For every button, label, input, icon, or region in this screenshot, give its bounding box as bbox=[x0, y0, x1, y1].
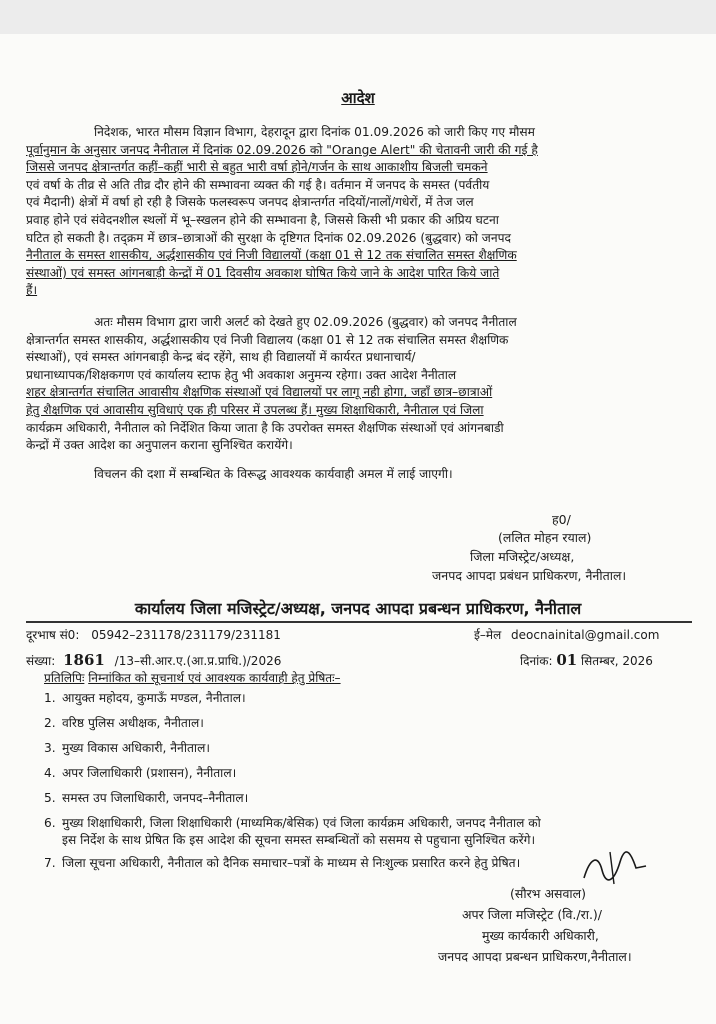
text-line: संस्थाओं) एवं समस्त आंगनबाड़ी केन्द्रों में 01 दिवसीय अवकाश घोषित किये जाने के आदेश पारित किये जाते bbox=[26, 265, 500, 280]
list-item: 6. मुख्य शिक्षाधिकारी, जिला शिक्षाधिकारी (माध्यमिक/बेसिक) एवं जिला कार्यक्रम अधिकारी, जनपद नैनीताल को इस निर्देश के साथ प्रेषित कि इस आदेश की सूचना समस्त सम्बन्धितों को ससमय से पहुचाना सुनिश्चित करेंगे। bbox=[44, 816, 541, 847]
signatory-designation: जिला मजिस्ट्रेट/अध्यक्ष, bbox=[470, 549, 575, 564]
text-line: निदेशक, भारत मौसम विज्ञान विभाग, देहरादून द्वारा दिनांक 01.09.2026 को जारी किए गए मौसम bbox=[94, 125, 535, 139]
date-label: दिनांक: bbox=[520, 654, 553, 668]
date-day: 01 bbox=[556, 651, 578, 669]
text-line: प्रवाह होने एवं संवेदनशील स्थलों में भू–स्खलन होने की सम्भावना है, जिससे किसी भी प्रकार की अप्रिय घटना bbox=[26, 212, 499, 227]
signatory2-authority: जनपद आपदा प्रबन्धन प्राधिकरण,नैनीताल। bbox=[438, 949, 632, 964]
text-line: संस्थाओं), एवं समस्त आंगनबाड़ी केन्द्र बंद रहेंगे, साथ ही विद्यालयों में कार्यरत प्रधानाचार्य/ bbox=[26, 350, 416, 365]
text-line: एवं वर्षा के तीव्र से अति तीव्र दौर होने की सम्भावना व्यक्त की गई है। वर्तमान में जनपद के समस्त (पर्वतीय bbox=[26, 177, 490, 192]
signature-mark: ह0/ bbox=[552, 512, 571, 527]
text-line: एवं मैदानी) क्षेत्रों में वर्षा हो रही है जिसके फलस्वरूप जनपद क्षेत्रान्तर्गत नदियों/नालों/गधेरों, में तेज जल bbox=[26, 195, 474, 210]
text-line: पूर्वानुमान के अनुसार जनपद नैनीताल में दिनांक 02.09.2026 को "Orange Alert" की चेतावनी जारी की गई है bbox=[26, 142, 538, 157]
top-bar bbox=[0, 0, 716, 34]
copy-heading bbox=[44, 669, 341, 686]
reference-label: संख्या: bbox=[26, 654, 56, 668]
text-line: कार्यक्रम अधिकारी, नैनीताल को निर्देशित किया जाता है कि उपरोक्त समस्त शैक्षणिक संस्थाओं एवं आंगनबाडी bbox=[26, 420, 504, 435]
phone-label: दूरभाष सं0: bbox=[26, 628, 80, 642]
date-line bbox=[520, 651, 653, 669]
header-divider bbox=[26, 621, 692, 623]
email-label: ई–मेल bbox=[474, 628, 502, 642]
list-item: 4. अपर जिलाधिकारी (प्रशासन), नैनीताल। bbox=[44, 766, 237, 780]
text-line: क्षेत्रान्तर्गत समस्त शासकीय, अर्द्धशासकीय एवं निजी विद्यालय (कक्षा 01 से 12 तक संचालित समस्त शैक्षणिक bbox=[26, 332, 509, 347]
list-item: 1. आयुक्त महोदय, कुमाऊँ मण्डल, नैनीताल। bbox=[44, 691, 246, 705]
list-item: 3. मुख्य विकास अधिकारी, नैनीताल। bbox=[44, 741, 210, 755]
phone-line bbox=[26, 626, 281, 643]
copy-list bbox=[26, 690, 694, 872]
text-line: केन्द्रों में उक्त आदेश का अनुपालन कराना सुनिश्चित करायेंगे। bbox=[26, 438, 293, 453]
office-header: कार्यालय जिला मजिस्ट्रेट/अध्यक्ष, जनपद आपदा प्रबन्धन प्राधिकरण, नैनीताल bbox=[134, 599, 582, 618]
text-line: हैं। bbox=[26, 283, 38, 298]
date-month-year: सितम्बर, 2026 bbox=[581, 654, 653, 668]
paragraph-2 bbox=[26, 314, 694, 455]
email-address[interactable]: deocnainital@gmail.com bbox=[511, 628, 660, 642]
signatory-name: (ललित मोहन रयाल) bbox=[498, 530, 592, 545]
signatory-authority: जनपद आपदा प्रबंधन प्राधिकरण, नैनीताल। bbox=[432, 568, 627, 583]
paragraph-3 bbox=[26, 466, 694, 484]
list-item: 2. वरिष्ठ पुलिस अधीक्षक, नैनीताल। bbox=[44, 716, 204, 730]
reference-line bbox=[26, 651, 281, 669]
email-line bbox=[474, 626, 659, 643]
signatory2-designation: अपर जिला मजिस्ट्रेट (वि./रा.)/ bbox=[462, 907, 603, 922]
list-item: 7. जिला सूचना अधिकारी, नैनीताल को दैनिक समाचार–पत्रों के माध्यम से निःशुल्क प्रसारित करने हेतु प्रेषित। bbox=[44, 856, 521, 870]
text-line: हेतु शैक्षणिक एवं आवासीय सुविधाएं एक ही परिसर में उपलब्ध हैं। मुख्य शिक्षाधिकारी, नैनीताल एवं जिला bbox=[26, 402, 484, 417]
signatory2-name: (सौरभ असवाल) bbox=[510, 886, 586, 901]
text-line: नैनीताल के समस्त शासकीय, अर्द्धशासकीय एवं निजी विद्यालयों (कक्षा 01 से 12 तक संचालित समस्त शैक्षणिक bbox=[26, 248, 517, 263]
text-line: शहर क्षेत्रान्तर्गत संचालित आवासीय शैक्षणिक संस्थाओं एवं विद्यालयों पर लागू नही होगा, जहाँ छात्र–छात्राओं bbox=[26, 385, 493, 400]
text-line: जिससे जनपद क्षेत्रान्तर्गत कहीं–कहीं भारी से बहुत भारी वर्षा होने/गर्जन के साथ आकाशीय बिजली चमकने bbox=[26, 160, 488, 175]
order-title: आदेश bbox=[341, 89, 375, 107]
paragraph-1 bbox=[26, 124, 694, 300]
copy-heading-label: प्रतिलिपिः bbox=[44, 671, 85, 685]
text-line: प्रधानाध्यापक/शिक्षकगण एवं कार्यालय स्टाफ हेतु भी अवकाश अनुमन्य रहेगा। उक्त आदेश नैनीताल bbox=[26, 367, 457, 382]
handwritten-signature bbox=[580, 848, 650, 888]
copy-heading-text: निम्नांकित को सूचनार्थ एवं आवश्यक कार्यवाही हेतु प्रेषितः– bbox=[88, 671, 341, 685]
reference-number: 1861 bbox=[63, 651, 105, 669]
reference-code: /13–सी.आर.ए.(आ.प्र.प्राधि.)/2026 bbox=[114, 654, 282, 668]
text-line: विचलन की दशा में सम्बन्धित के विरूद्ध आवश्यक कार्यवाही अमल में लाई जाएगी। bbox=[94, 467, 453, 481]
text-line: अतः मौसम विभाग द्वारा जारी अलर्ट को देखते हुए 02.09.2026 (बुद्धवार) को जनपद नैनीताल bbox=[94, 315, 517, 329]
text-line: घटित हो सकती है। तद्क्रम में छात्र–छात्राओं की सुरक्षा के दृष्टिगत दिनांक 02.09.2026 (बुद्धवार) को जनपद bbox=[26, 230, 511, 245]
list-item: 5. समस्त उप जिलाधिकारी, जनपद–नैनीताल। bbox=[44, 791, 249, 805]
signatory2-role: मुख्य कार्यकारी अधिकारी, bbox=[482, 928, 599, 943]
phone-numbers: 05942–231178/231179/231181 bbox=[91, 628, 281, 642]
